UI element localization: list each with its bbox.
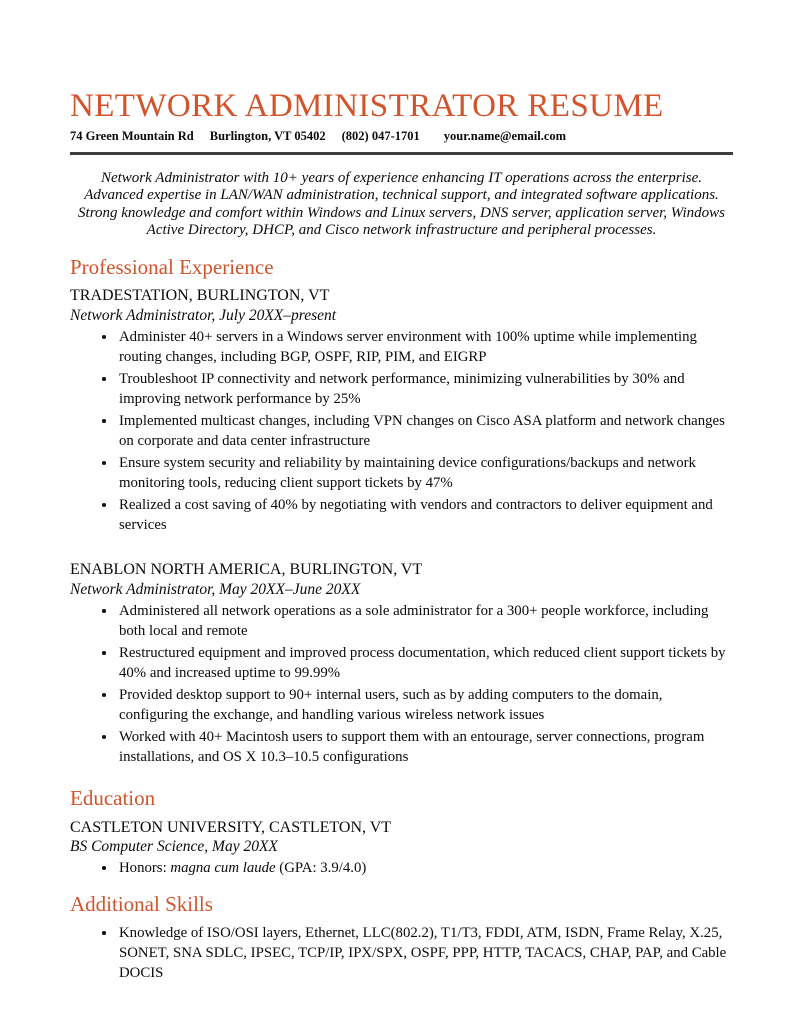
contact-city: Burlington, VT 05402: [209, 129, 326, 143]
honors-prefix: Honors:: [119, 860, 171, 877]
experience-bullet: • Restructured equipment and improved process documentation, which reduced client support tickets by 40% and increased uptime to 99.99%: [117, 644, 733, 683]
resume-title: NETWORK ADMINISTRATOR RESUME: [70, 88, 664, 124]
job-bullet-list: [70, 328, 733, 535]
job-company: ENABLON NORTH AMERICA, BURLINGTON, VT: [70, 561, 423, 579]
education-bullet-list: [70, 859, 733, 879]
education-section: [70, 787, 733, 879]
honors-gpa: (GPA: 3.9/4.0): [275, 860, 367, 877]
degree-line: BS Computer Science, May 20XX: [70, 837, 278, 855]
section-heading-skills: Additional Skills: [70, 892, 213, 917]
job-entry-enablon: [70, 561, 733, 767]
job-company: TRADESTATION, BURLINGTON, VT: [70, 287, 330, 305]
contact-address: 74 Green Mountain Rd: [70, 129, 194, 143]
experience-bullet: • Administer 40+ servers in a Windows server environment with 100% uptime while implementing routing changes, including BGP, OSPF, RIP, PIM, and EIGRP: [117, 328, 733, 367]
section-heading-experience: Professional Experience: [70, 255, 274, 280]
honors-bullet: [117, 859, 733, 879]
job-role-dates: Network Administrator, May 20XX–June 20XX: [70, 580, 361, 598]
experience-bullet: • Implemented multicast changes, including VPN changes on Cisco ASA platform and network changes on corporate and data center infrastructure: [117, 412, 733, 451]
experience-bullet: • Provided desktop support to 90+ internal users, such as by adding computers to the domain, configuring the exchange, and handling various wireless network issues: [117, 686, 733, 725]
contact-phone: (802) 047-1701: [341, 129, 420, 143]
header-divider: [70, 152, 733, 155]
summary-paragraph: Network Administrator with 10+ years of experience enhancing IT operations across the enterprise. Advanced expertise in LAN/WAN administration, technical support, and integrated software applications. Strong knowledge and comfort within Windows and Linux servers, DNS server, application server, Windows Active Directory, DHCP, and Cisco network infrastructure and peripheral processes.: [78, 170, 725, 238]
experience-bullet: • Troubleshoot IP connectivity and network performance, minimizing vulnerabilities by 30% and improving network performance by 25%: [117, 370, 733, 409]
contact-email: your.name@email.com: [443, 129, 567, 143]
job-entry-tradestation: [70, 287, 733, 535]
job-role-dates: Network Administrator, July 20XX–present: [70, 306, 337, 324]
job-bullet-list: [70, 602, 733, 767]
honors-latin: magna cum laude: [170, 860, 276, 877]
experience-bullet: • Ensure system security and reliability by maintaining device configurations/backups and network monitoring tools, reducing client support tickets by 47%: [117, 454, 733, 493]
skills-section: [70, 893, 733, 983]
experience-bullet: • Administered all network operations as a sole administrator for a 300+ people workforce, including both local and remote: [117, 602, 733, 641]
skills-bullet-list: [70, 924, 733, 983]
experience-bullet: • Worked with 40+ Macintosh users to support them with an entourage, server connections, program installations, and OS X 10.3–10.5 configurations: [117, 728, 733, 767]
section-heading-education: Education: [70, 786, 156, 811]
skills-bullet: • Knowledge of ISO/OSI layers, Ethernet, LLC(802.2), T1/T3, FDDI, ATM, ISDN, Frame Relay, X.25, SONET, SNA SDLC, IPSEC, TCP/IP, IPX/SPX, OSPF, PPP, HTTP, TACACS, CHAP, PAP, and Cable DOCIS: [117, 924, 733, 983]
experience-bullet: • Realized a cost saving of 40% by negotiating with vendors and contractors to deliver equipment and services: [117, 496, 733, 535]
contact-line: [70, 129, 733, 144]
school-name: CASTLETON UNIVERSITY, CASTLETON, VT: [70, 818, 392, 836]
